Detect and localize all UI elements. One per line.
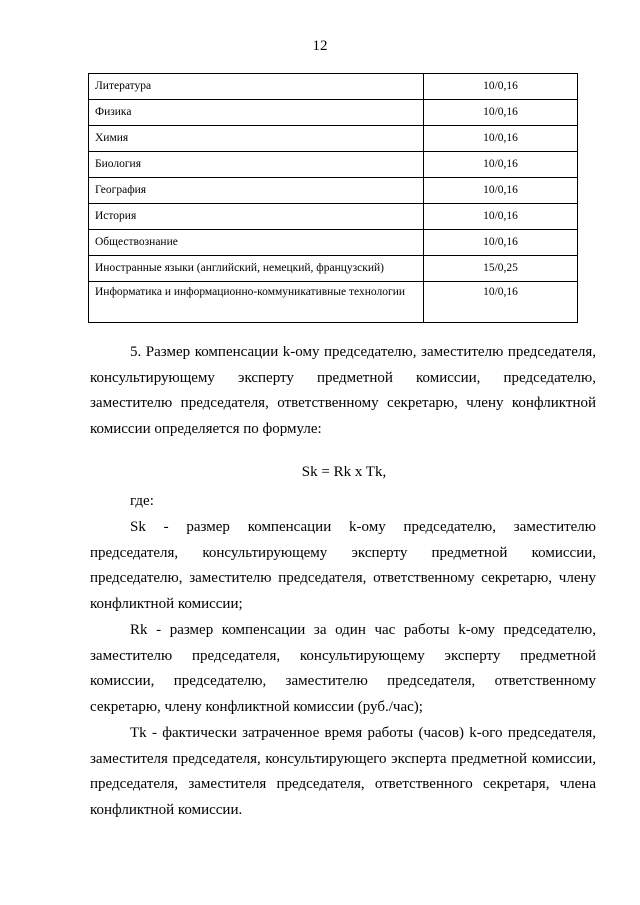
subject-cell: История	[89, 204, 424, 230]
where-label: где:	[130, 493, 154, 509]
subject-cell: География	[89, 178, 424, 204]
subject-cell: Биология	[89, 152, 424, 178]
table-row	[89, 152, 578, 178]
table-row	[89, 256, 578, 282]
table-row	[89, 100, 578, 126]
subject-cell: Физика	[89, 100, 424, 126]
rate-cell: 10/0,16	[424, 282, 578, 323]
rate-cell: 10/0,16	[424, 178, 578, 204]
rate-cell: 10/0,16	[424, 100, 578, 126]
table-row	[89, 74, 578, 100]
rate-cell: 10/0,16	[424, 126, 578, 152]
subject-cell: Химия	[89, 126, 424, 152]
paragraph-5: 5. Размер компенсации k-ому председателю, заместителю председателя, консультирующему эксперту предметной комиссии, председателю, заместителю председателя, ответственному секретарю, члену конфликтной комиссии определяется по формуле:	[90, 344, 596, 438]
subject-cell: Иностранные языки (английский, немецкий, французский)	[89, 256, 424, 282]
sk-definition: Sk - размер компенсации k-ому председателю, заместителю председателя, консультирующему эксперту предметной комиссии, председателю, заместителю председателя, ответственному секретарю, члену конфликтной комиссии;	[90, 519, 596, 613]
subject-cell: Обществознание	[89, 230, 424, 256]
table-row	[89, 230, 578, 256]
subject-cell: Информатика и информационно-коммуникативные технологии	[89, 282, 424, 323]
table-row	[89, 126, 578, 152]
rate-cell: 10/0,16	[424, 74, 578, 100]
rate-cell: 10/0,16	[424, 204, 578, 230]
table-row	[89, 282, 578, 323]
compensation-rates-table	[88, 73, 578, 323]
rate-cell: 10/0,16	[424, 230, 578, 256]
tk-definition: Tk - фактически затраченное время работы (часов) k-ого председателя, заместителя председателя, консультирующего эксперта предметной комиссии, председателя, заместителя председателя, ответственного секретаря, члена конфликтной комиссии.	[90, 725, 596, 819]
formula: Sk = Rk x Tk,	[301, 464, 387, 480]
rk-definition: Rk - размер компенсации за один час работы k-ому председателю, заместителю председателя, консультирующему эксперту предметной комиссии, председателю, заместителю председателя, ответственному секретарю, члену конфликтной комиссии (руб./час);	[90, 622, 596, 716]
table-row	[89, 178, 578, 204]
subject-cell: Литература	[89, 74, 424, 100]
table-row	[89, 204, 578, 230]
rate-cell: 15/0,25	[424, 256, 578, 282]
rate-cell: 10/0,16	[424, 152, 578, 178]
page-number: 12	[312, 38, 328, 54]
